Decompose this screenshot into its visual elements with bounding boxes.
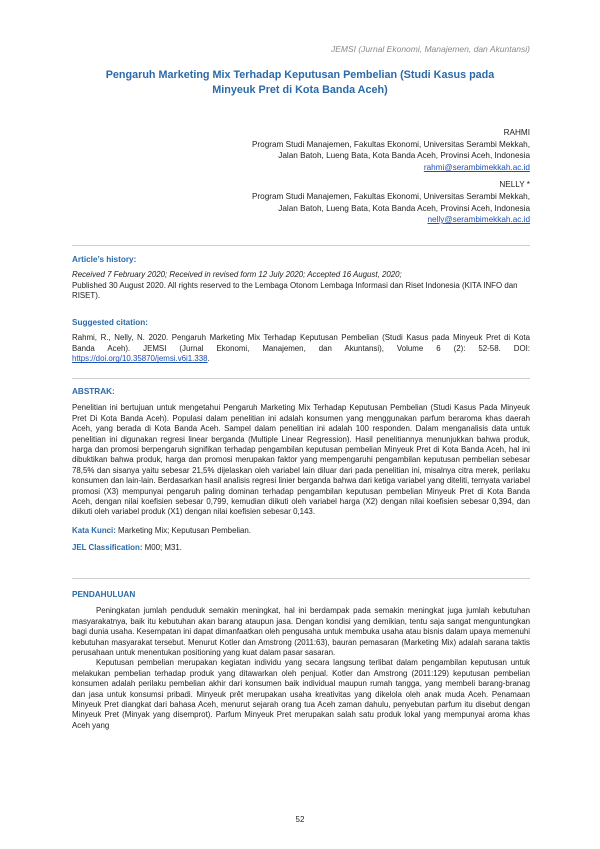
paragraph: Peningkatan jumlah penduduk semakin meningkat, hal ini berdampak pada semakin meningkat juga jumlah kebutuhan masyarakatnya, baik itu kebutuhan akan barang ataupun jasa. Dengan kondisi yang demikian, tentu saja sangat menguntungkan bagi dunia usaha. Kesempatan ini dapat dimanfaatkan oleh pengusaha untuk membuka usaha atau bisnis dalam upaya memenuhi kebutuhan masyarakat tersebut. Menurut Kotler dan Amstrong (2011:63), bauran pemasaran (Marketing Mix) adalah sarana taktis perusahaan untuk menentukan positioning yang kuat dalam pasar sasaran.: [72, 606, 530, 658]
keywords: [72, 526, 530, 536]
journal-header: JEMSI (Jurnal Ekonomi, Manajemen, dan Akuntansi): [330, 44, 530, 54]
jel-label: JEL Classification:: [72, 543, 143, 553]
paragraph: Keputusan pembelian merupakan kegiatan individu yang secara langsung terlibat dalam pengambilan keputusan untuk melakukan pembelian terhadap produk yang ditawarkan oleh penjual. Kotler dan Amstrong (2011:129) keputusan pembelian konsumen adalah perilaku pembelian akhir dari konsumen baik individual maupun rumah tangga, yang membeli barang-branag dan jasa untuk konsumsi pribadi. Minyeuk prêt merupakan usaha kreativitas yang dikelola oleh anak muda Aceh. Penamaan Minyeuk Pret diangkat dari bahasa Aceh, menurut sejarah orang tua Aceh zaman dahulu, penyebutan parfum itu disebut dengan Minyeuk Pret (Minyak yang disemprot). Parfum Minyeuk Pret merupakan salah satu produk lokal yang mempunyai aroma khas Aceh yang: [72, 658, 530, 730]
author-name: RAHMI: [503, 128, 530, 137]
author-block: [170, 179, 530, 225]
history-dates: Received 7 February 2020; Received in revised form 12 July 2020; Accepted 16 August, 2020;: [72, 270, 402, 280]
history-published: Published 30 August 2020. All rights reserved to the Lembaga Otonom Lembaga Informasi dan Riset Indonesia (KITA INFO dan RISET).: [72, 280, 518, 301]
citation-text: [72, 333, 530, 364]
article-title: Pengaruh Marketing Mix Terhadap Keputusan Pembelian (Studi Kasus pada Minyeuk Pret di Kota Banda Aceh): [105, 69, 495, 96]
author-name: NELLY *: [499, 180, 530, 190]
abstract-text: Penelitian ini bertujuan untuk mengetahui Pengaruh Marketing Mix Terhadap Keputusan Pembelian (Studi Kasus Pada Minyeuk Pret Di Kota Banda Aceh). Populasi dalam penelitian ini adalah konsumen yang menggunakan parfum beraroma khas daerah Aceh, yang berada di Kota Banda Aceh. Sampel dalam penelitian ini adalah 100 responden. Dalam menganalisis data untuk penelitian ini digunakan regresi linear berganda (Multiple Linear Regression). Hasil penelitiannya menunjukkan bahwa produk, harga dan promosi berpengaruh signifikan terhadap pengambilan keputusan pembelian Minyeuk Pret di Kota Banda Aceh, hal ini dibuktikan bahwa produk, harga dan promosi merupakan faktor yang mempengaruhi pengambilan keputusan pembelian sebesar 78,5% dan sisanya yaitu sebesar 21,5% dijelaskan oleh variabel lain diluar dari pada penelitian ini, misalnya citra merek, perilaku konsumen dan lain-lain. Berdasarkan hasil analisis regresi linier berganda bahwa dari ketiga variabel yang diteliti, ternyata variabel promosi (X3) mempunyai pengaruh paling dominan terhadap pengambilan keputusan pembelian Minyeuk Pret di Kota Banda Aceh, dengan nilai koefisien sebesar 0,799, kemudian diikuti oleh variabel harga (X2) dengan nilai koefisien sebesar 0,394, dan diikuti oleh variabel produk (X1) dengan nilai koefisien sebesar 0,143.: [72, 403, 530, 517]
introduction-section: [72, 590, 530, 731]
history-heading: Article’s history:: [72, 255, 137, 264]
introduction-heading: PENDAHULUAN: [72, 590, 136, 599]
abstract-heading: ABSTRAK:: [72, 387, 115, 396]
author-email-link[interactable]: rahmi@serambimekkah.ac.id: [423, 162, 530, 172]
suggested-citation: [72, 318, 530, 365]
citation-heading: Suggested citation:: [72, 318, 148, 327]
abstract-section: [72, 387, 530, 554]
keywords-label: Kata Kunci:: [72, 525, 116, 535]
author-affiliation: Program Studi Manajemen, Fakultas Ekonomi, Universitas Serambi Mekkah,: [251, 191, 530, 201]
jel-classification: [72, 543, 530, 553]
citation-end: .: [207, 354, 210, 364]
divider: [72, 245, 530, 246]
divider: [72, 378, 530, 379]
citation-body: Rahmi, R., Nelly, N. 2020. Pengaruh Marketing Mix Terhadap Keputusan Pembelian (Studi Kasus pada Minyeuk Pret di Kota Banda Aceh). JEMSI (Jurnal Ekonomi, Manajemen, dan Akuntansi), Volume 6 (2): 52-58. DOI:: [72, 333, 530, 353]
page-number: 52: [295, 815, 305, 824]
author-address: Jalan Batoh, Lueng Bata, Kota Banda Aceh, Provinsi Aceh, Indonesia: [278, 203, 530, 213]
author-block: [170, 127, 530, 173]
divider: [72, 578, 530, 579]
article-history: [72, 255, 530, 302]
doi-link[interactable]: https://doi.org/10.35870/jemsi.v6i1.338: [72, 354, 208, 364]
author-list: [170, 127, 530, 232]
jel-value: M00; M31.: [144, 543, 182, 553]
author-affiliation: Program Studi Manajemen, Fakultas Ekonomi, Universitas Serambi Mekkah,: [251, 139, 530, 149]
keywords-value: Marketing Mix; Keputusan Pembelian.: [118, 525, 251, 535]
author-address: Jalan Batoh, Lueng Bata, Kota Banda Aceh, Provinsi Aceh, Indonesia: [278, 151, 530, 161]
author-email-link[interactable]: nelly@serambimekkah.ac.id: [427, 215, 530, 225]
